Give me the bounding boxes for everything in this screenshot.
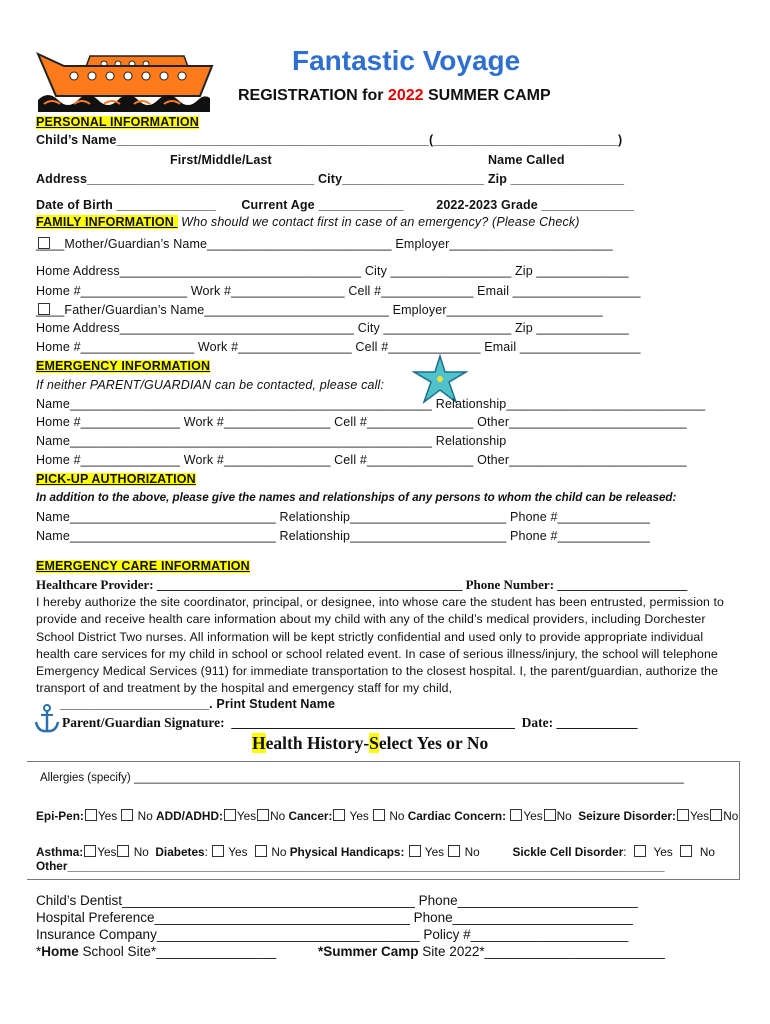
- family-heading-row: [36, 216, 580, 229]
- mother-row: ____Mother/Guardian’s Name__________________________ Employer_______________________: [36, 237, 613, 251]
- dentist-field[interactable]: Child’s Dentist_______________________________________ Phone________________________: [36, 893, 638, 908]
- health-row-1: Epi-Pen: Yes No ADD/ADHD: Yes No Cancer: Yes No Cardiac Concern: Yes No Seizure Disorder: Yes No: [36, 809, 739, 823]
- provider-field[interactable]: Healthcare Provider: _______________________________________________ Phone Number: ____________________: [36, 577, 688, 592]
- health-title-part1: ealth History-: [265, 733, 370, 753]
- pickup-heading: PICK-UP AUTHORIZATION: [36, 472, 196, 486]
- emergency-heading: EMERGENCY INFORMATION: [36, 359, 211, 373]
- diabetes-no-checkbox[interactable]: [255, 845, 267, 857]
- father-field[interactable]: Father/Guardian’s Name__________________________ Employer______________________: [64, 303, 603, 317]
- cardiac-no-checkbox[interactable]: [544, 809, 556, 821]
- allergies-field[interactable]: Allergies (specify) ______________________________________________________________________________________: [40, 772, 684, 784]
- cancer-yes-checkbox[interactable]: [333, 809, 345, 821]
- sickle-yes-checkbox[interactable]: [634, 845, 646, 857]
- handicaps-no-checkbox[interactable]: [448, 845, 460, 857]
- cancer-no-checkbox[interactable]: [373, 809, 385, 821]
- home-school-field[interactable]: *Home School Site*________________: [36, 944, 277, 959]
- diabetes-yes-checkbox[interactable]: [212, 845, 224, 857]
- health-title-h: H: [252, 733, 266, 753]
- family-heading: FAMILY INFORMATION: [36, 215, 178, 229]
- health-title: [252, 735, 488, 753]
- form-title: Fantastic Voyage: [292, 45, 521, 76]
- insurance-field[interactable]: Insurance Company___________________________________ Policy #_____________________: [36, 927, 629, 942]
- child-name-field[interactable]: Child’s Name____________________________________________(__________________________): [36, 133, 623, 147]
- asthma-no-checkbox[interactable]: [117, 845, 129, 857]
- dob-field[interactable]: Date of Birth ______________ Current Age ____________ 2022-2023 Grade _____________: [36, 198, 634, 212]
- phone-row-2[interactable]: Home #________________ Work #________________ Cell #_____________ Email _________________: [36, 340, 641, 354]
- health-title-part2: elect Yes or No: [378, 733, 489, 753]
- epipen-yes-checkbox[interactable]: [85, 809, 97, 821]
- adhd-yes-checkbox[interactable]: [224, 809, 236, 821]
- name-called-hint: Name Called: [488, 153, 565, 167]
- form-subtitle: [238, 88, 551, 104]
- print-student-name[interactable]: _____________________. Print Student Name: [60, 697, 336, 711]
- ship-logo: [34, 44, 222, 116]
- other-field[interactable]: Other___________________________________________________________________________________________: [36, 859, 665, 873]
- subtitle-year: 2022: [387, 87, 424, 104]
- pickup-line-1[interactable]: Name_____________________________ Relationship______________________ Phone #_____________: [36, 510, 650, 524]
- epipen-no-checkbox[interactable]: [121, 809, 133, 821]
- emergency-phone-1[interactable]: Home #______________ Work #_______________ Cell #_______________ Other_________________________: [36, 415, 687, 429]
- sickle-no-checkbox[interactable]: [680, 845, 692, 857]
- asthma-yes-checkbox[interactable]: [84, 845, 96, 857]
- emergency-prompt: If neither PARENT/GUARDIAN can be contacted, please call:: [36, 378, 385, 392]
- father-checkbox[interactable]: [38, 303, 50, 315]
- phone-row-1[interactable]: Home #_______________ Work #________________ Cell #_____________ Email __________________: [36, 284, 641, 298]
- signature-field[interactable]: Parent/Guardian Signature: __________________________________________ Date: ____________: [62, 715, 638, 730]
- cardiac-yes-checkbox[interactable]: [510, 809, 522, 821]
- mother-field[interactable]: Mother/Guardian’s Name__________________________ Employer_______________________: [64, 237, 613, 251]
- pickup-prompt: In addition to the above, please give the names and relationships of any persons to whom the child can be released:: [36, 491, 677, 504]
- care-heading: EMERGENCY CARE INFORMATION: [36, 559, 250, 573]
- family-prompt: Who should we contact first in case of an emergency? (Please Check): [177, 215, 580, 229]
- adhd-no-checkbox[interactable]: [257, 809, 269, 821]
- mother-checkbox[interactable]: [38, 237, 50, 249]
- personal-heading: PERSONAL INFORMATION: [36, 115, 199, 129]
- seizure-yes-checkbox[interactable]: [677, 809, 689, 821]
- home-address-1[interactable]: Home Address__________________________________ City _________________ Zip _____________: [36, 264, 629, 278]
- subtitle-post: SUMMER CAMP: [423, 87, 551, 104]
- authorization-paragraph: I hereby authorize the site coordinator, principal, or designee, into whose care the student has been entrusted, permission to provide and receive health care information about my child with any of the child’s medical providers, including Dorchester School District Two nurses. All information will be kept strictly confidential and used only to provide appropriate individual health care services for my child in school or school related event. In case of serious illness/injury, the school will telephone Emergency Medical Services (911) for immediate transportation to the closest hospital. I, the parent/guardian, authorize the transport of and treatment by the hospital and emergency staff for my child,: [36, 595, 724, 696]
- seizure-no-checkbox[interactable]: [710, 809, 722, 821]
- emergency-name-2[interactable]: Name___________________________________________________ Relationship: [36, 434, 507, 448]
- hospital-field[interactable]: Hospital Preference__________________________________ Phone________________________: [36, 910, 633, 925]
- father-row: ____Father/Guardian’s Name__________________________ Employer______________________: [36, 303, 603, 317]
- anchor-icon: [34, 704, 60, 734]
- name-hint: First/Middle/Last: [170, 153, 272, 167]
- handicaps-yes-checkbox[interactable]: [409, 845, 421, 857]
- health-title-s: S: [369, 733, 379, 753]
- pickup-line-2[interactable]: Name_____________________________ Relationship______________________ Phone #_____________: [36, 529, 650, 543]
- health-row-2: Asthma: Yes No Diabetes: Yes No Physical Handicaps: Yes No Sickle Cell Disorder: Yes No: [36, 845, 715, 859]
- subtitle-pre: REGISTRATION for: [238, 87, 388, 104]
- address-field[interactable]: Address________________________________ City____________________ Zip ________________: [36, 172, 625, 186]
- summer-camp-field[interactable]: *Summer Camp Site 2022*________________________: [318, 944, 665, 959]
- emergency-phone-2[interactable]: Home #______________ Work #_______________ Cell #_______________ Other_________________________: [36, 453, 687, 467]
- home-address-2[interactable]: Home Address_________________________________ City __________________ Zip _____________: [36, 321, 629, 335]
- emergency-name-1[interactable]: Name___________________________________________________ Relationship____________________________: [36, 397, 706, 411]
